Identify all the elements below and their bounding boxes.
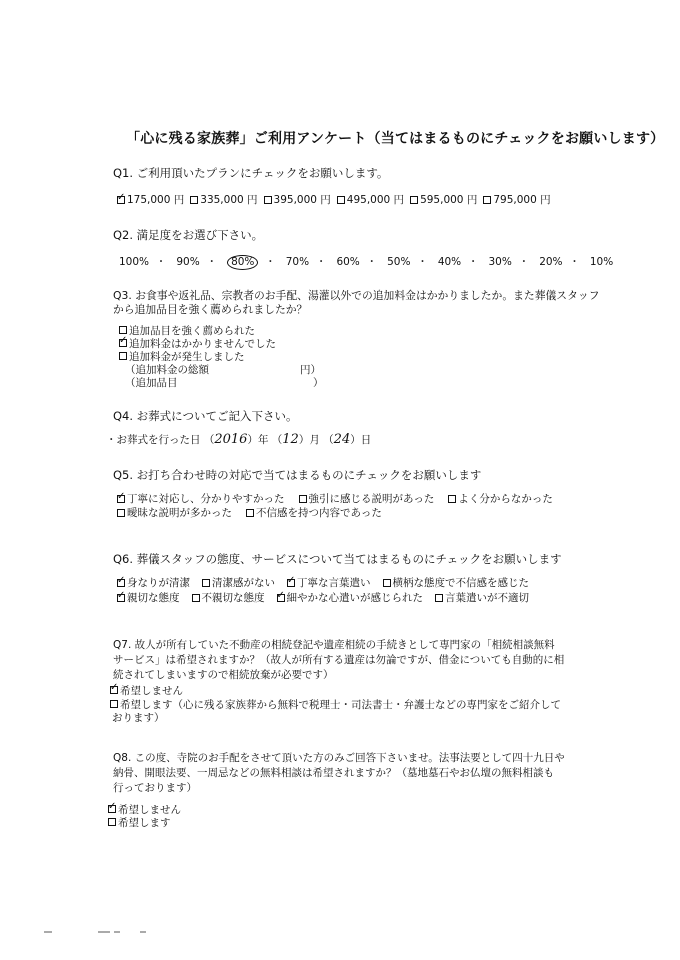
funeral-month[interactable]: 12 xyxy=(282,432,299,447)
checkbox[interactable] xyxy=(435,594,443,602)
q3-option[interactable]: 追加料金が発生しました xyxy=(119,349,245,364)
q8-option[interactable]: 希望します xyxy=(108,815,171,830)
separator: ・ xyxy=(366,256,378,268)
separator: ・ xyxy=(417,256,428,268)
q3-option[interactable]: 追加品目を強く薦められた xyxy=(119,323,255,338)
q3-total-unit: 円） xyxy=(300,364,321,376)
checkbox[interactable] xyxy=(337,196,345,204)
q3-items-label: （追加品目 xyxy=(125,377,178,389)
checkbox[interactable] xyxy=(117,509,125,517)
q6-option[interactable]: ✓ 細やかな心遣いが感じられた xyxy=(277,590,424,605)
q2-question: Q2. 満足度をお選び下さい。 xyxy=(113,228,264,242)
q3-option[interactable]: ✓追加料金はかかりませんでした xyxy=(119,336,276,351)
checkbox[interactable] xyxy=(264,196,272,204)
q8-question-line1: Q8. この度、寺院のお手配をさせて頂いた方のみご回答下さいませ。法事法要として四十九日や xyxy=(113,752,565,764)
q4-question: Q4. お葬式についてご記入下さい。 xyxy=(113,409,298,423)
q1-option[interactable]: 595,000 円 xyxy=(410,192,477,207)
q6-option[interactable]: ✓ 身なりが清潔 xyxy=(117,575,190,590)
separator: ・ xyxy=(206,256,217,268)
checkbox[interactable] xyxy=(410,196,418,204)
page-title: 「心に残る家族葬」ご利用アンケート（当てはまるものにチェックをお願いします） xyxy=(126,131,665,147)
q3-question-line1: Q3. お食事や返礼品、宗教者のお手配、湯灌以外での追加料金はかかりましたか。また葬儀スタッフ xyxy=(113,289,600,302)
scale-option[interactable]: 90% xyxy=(176,256,200,268)
q5-option[interactable]: ✓ 丁寧に対応し、分かりやすかった xyxy=(117,491,285,506)
q1-option[interactable]: 335,000 円 xyxy=(190,192,257,207)
separator: ・ xyxy=(467,256,479,268)
q6-row2 xyxy=(117,590,535,605)
q1-option[interactable]: 495,000 円 xyxy=(337,192,404,207)
separator: ・ xyxy=(569,256,580,268)
checkbox-checked[interactable] xyxy=(117,594,125,602)
q5-option[interactable]: 曖昧な説明が多かった xyxy=(117,505,232,520)
q6-row1 xyxy=(117,575,535,590)
checkbox-checked[interactable] xyxy=(108,805,116,813)
checkbox-checked[interactable] xyxy=(110,686,118,694)
q6-option[interactable]: ✓ 親切な態度 xyxy=(117,590,180,605)
q5-row1 xyxy=(117,491,559,506)
checkbox-checked[interactable] xyxy=(287,579,295,587)
funeral-day[interactable]: 24 xyxy=(333,432,351,447)
q5-option[interactable]: 不信感を持つ内容であった xyxy=(246,505,382,520)
q7-option-cont: おります） xyxy=(112,712,165,724)
q6-option[interactable]: ✓ 丁寧な言葉遣い xyxy=(287,575,371,590)
q7-option[interactable]: ✓希望しません xyxy=(110,683,183,698)
q8-question-line3: 行っております） xyxy=(113,782,197,794)
separator: ・ xyxy=(155,256,167,268)
checkbox[interactable] xyxy=(483,196,491,204)
checkbox[interactable] xyxy=(202,579,210,587)
scale-option[interactable]: 100% xyxy=(119,256,150,268)
checkbox[interactable] xyxy=(192,594,200,602)
q8-question-line2: 納骨、開眼法要、一周忌などの無料相談は希望されますか？（墓地墓石やお仏壇の無料相談も xyxy=(113,767,554,779)
q7-option[interactable]: 希望します（心に残る家族葬から無料で税理士・司法書士・弁護士などの専門家をご紹介して xyxy=(110,697,561,712)
scale-option[interactable]: 30% xyxy=(488,256,512,268)
q6-option[interactable]: 横柄な態度で不信感を感じた xyxy=(383,575,530,590)
scan-specks xyxy=(40,928,180,936)
scale-option[interactable]: 40% xyxy=(437,256,462,268)
checkbox-checked[interactable] xyxy=(117,579,125,587)
q3-total-label: （追加料金の総額 xyxy=(125,364,209,376)
checkbox-checked[interactable] xyxy=(277,594,285,602)
scale-option[interactable]: 60% xyxy=(336,256,360,268)
funeral-year[interactable]: 2016 xyxy=(214,432,248,447)
scale-option-selected[interactable]: 80% xyxy=(227,255,258,270)
checkbox[interactable] xyxy=(119,352,127,360)
checkbox[interactable] xyxy=(119,326,127,334)
checkbox-checked[interactable] xyxy=(117,495,125,503)
checkbox[interactable] xyxy=(190,196,198,204)
scale-option[interactable]: 10% xyxy=(589,256,614,268)
checkbox[interactable] xyxy=(246,509,254,517)
checkbox[interactable] xyxy=(383,579,391,587)
scale-option[interactable]: 70% xyxy=(285,256,310,268)
q7-question-line1: Q7. 故人が所有していた不動産の相続登記や遺産相続の手続きとして専門家の「相続相談無料 xyxy=(113,639,555,651)
q5-option[interactable]: よく分からなかった xyxy=(448,491,553,506)
checkbox[interactable] xyxy=(448,495,456,503)
checkbox[interactable] xyxy=(299,495,307,503)
q5-question: Q5. お打ち合わせ時の対応で当てはまるものにチェックをお願いします xyxy=(113,468,482,482)
q8-option[interactable]: ✓希望しません xyxy=(108,802,181,817)
q1-option[interactable]: 395,000 円 xyxy=(264,192,331,207)
q6-option[interactable]: 不親切な態度 xyxy=(192,590,265,605)
q1-question: Q1. ご利用頂いたプランにチェックをお願いします。 xyxy=(113,166,389,180)
checkbox[interactable] xyxy=(108,818,116,826)
separator: ・ xyxy=(265,256,276,268)
q3-items-close: ） xyxy=(313,377,324,389)
q6-option[interactable]: 言葉遣いが不適切 xyxy=(435,590,529,605)
q1-option[interactable]: ✓ 175,000 円 xyxy=(117,192,184,207)
q2-scale xyxy=(119,254,613,270)
q1-option[interactable]: 795,000 円 xyxy=(483,192,550,207)
q7-question-line2: サービス」は希望されますか？（故人が所有する遺産は勿論ですが、借金についても自動的に相 xyxy=(113,654,565,666)
q4-date-label: ・お葬式を行った日 xyxy=(106,434,201,446)
q4-date-row: ・お葬式を行った日 （2016）年 （12）月 （24）日 xyxy=(106,432,372,447)
separator: ・ xyxy=(315,256,327,268)
q1-options xyxy=(117,192,557,207)
checkbox[interactable] xyxy=(110,700,118,708)
checkbox-checked[interactable] xyxy=(117,196,125,204)
q5-option[interactable]: 強引に感じる説明があった xyxy=(299,491,435,506)
q6-option[interactable]: 清潔感がない xyxy=(202,575,275,590)
scale-option[interactable]: 50% xyxy=(387,256,411,268)
q5-row2 xyxy=(117,505,388,520)
checkbox-checked[interactable] xyxy=(119,339,127,347)
q6-question: Q6. 葬儀スタッフの態度、サービスについて当てはまるものにチェックをお願いします xyxy=(113,552,562,566)
scale-option[interactable]: 20% xyxy=(539,256,563,268)
separator: ・ xyxy=(518,256,530,268)
q7-question-line3: 続されてしまいますので相続放棄が必要です） xyxy=(113,669,334,681)
q3-question-line2: から追加品目を強く薦められましたか？ xyxy=(113,303,308,316)
